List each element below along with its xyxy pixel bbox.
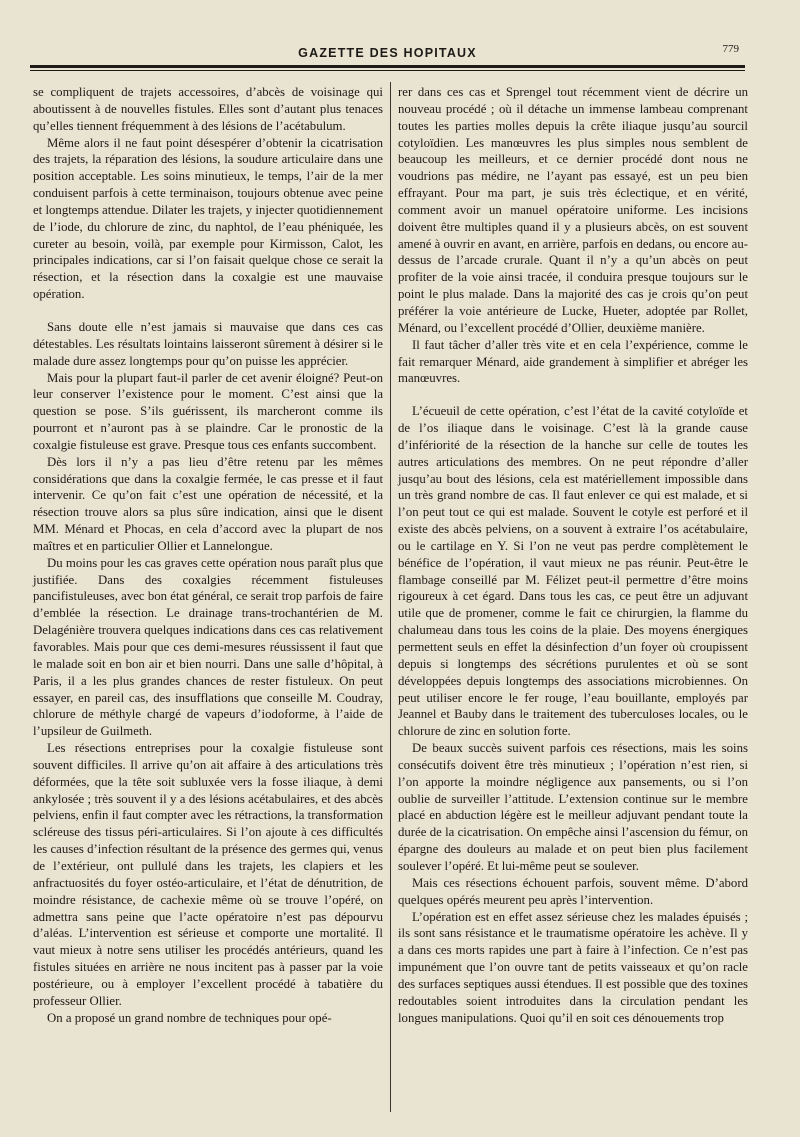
page-header bbox=[30, 40, 745, 74]
left-column bbox=[33, 84, 383, 1026]
paragraph: Mais ces résections échouent parfois, souvent même. D’abord quelques opérés meurent peu après l’intervention. bbox=[398, 875, 748, 907]
paragraph: Les résections entreprises pour la coxalgie fistuleuse sont souvent difficiles. Il arrive qu’on ait affaire à des articulations très déformées, que la tête soit subluxée vers la fosse iliaque, à demi ankylosée ; très souvent il y a des lésions acétabulaires, et des abcès pelviens, enfin il faut compter avec les rétractions, la transformation scléreuse des tissus péri-articulaires. Si l’on ajoute à ces difficultés les causes d’infection résultant de la présence des germes qui, venus de l’extérieur, ont pullulé dans les trajets, les clapiers et les anfractuosités du foyer ostéo-articulaire, et l’état de dénutrition, de moindre résistance, de cachexie même où se trouve l’opéré, on admettra sans peine que l’acte opératoire n’est pas dépourvu d’aléas. L’intervention est sérieuse et comporte une mortalité. Il vaut mieux à notre sens utiliser les procédés antérieurs, quand les fistules situées en arrière ne nous incitent pas à passer par la voie postérieure, ou à employer l’excellent procédé à tabatière du professeur Ollier. bbox=[33, 741, 383, 1008]
paragraph: L’écueuil de cette opération, c’est l’état de la cavité cotyloïde et de l’os iliaque dans le voisinage. C’est là la grande cause d’infériorité de la résection de la hanche sur celle de toutes les autres articulations des membres. On ne peut répondre d’aller jusqu’au bout des lésions, cela est matériellement impossible dans un très grand nombre de cas. Il faut enlever ce qui est malade, et si l’on peut tout ce qui est malade. Souvent le cotyle est perforé et il existe des abcès pelviens, on a souvent à extraire l’os acétabulaire, ou le cartilage en Y. Si l’on ne veut pas perdre complètement le bénéfice de l’opération, il vaut mieux ne pas réunir. Peut-être le flambage conseillé par M. Félizet peut-il permettre d’être moins rigoureux à cet égard. Dans tous les cas, ce peut être un adjuvant utile que de promener, comme le fait ce chirurgien, la flamme du chalumeau dans tous les coins de la plaie. Des moyens énergiques permettent seuls en effet la désinfection d’un foyer où croupissent depuis si longtemps des sécrétions purulentes et où se sont développées depuis longtemps des associations microbiennes. On peut utiliser encore le fer rouge, l’eau bouillante, employés par Jeannel et Bauby dans le traitement des tuberculoses locales, ou le chlorure de zinc en solution forte. bbox=[398, 404, 748, 739]
paragraph: Mais pour la plupart faut-il parler de cet avenir éloigné? Peut-on leur conserver l’existence pour le moment. C’est ainsi que la question se pose. S’ils guérissent, ils marcheront comme ils pourront et n’auront pas à se plaindre. Car le pronostic de la coxalgie fistuleuse est grave. Presque tous ces enfants succombent. bbox=[33, 370, 383, 452]
paragraph: Même alors il ne faut point désespérer d’obtenir la cicatrisation des trajets, la réparation des lésions, la soudure articulaire dans une position acceptable. Les soins minutieux, le temps, l’air de la mer conduisent parfois à cette terminaison, toujours obtenue avec peine et longtemps attendue. Dilater les trajets, y injecter quotidiennement de l’iode, du chlorure de zinc, du naphtol, de l’eau phéniquée, les cureter au besoin, voilà, par exemple pour Kirmisson, Calot, les principales indications, car si l’on faisait quelque chose ce serait la résection, et la résection dans la coxalgie est une mauvaise opération. bbox=[33, 135, 383, 302]
paragraph: Dès lors il n’y a pas lieu d’être retenu par les mêmes considérations que dans la coxalgie fermée, le cas presse et il faut intervenir. Ce qu’on fait c’est une opération de nécessité, et la résection trouve alors sa plus sûre indication, ainsi que le disent MM. Ménard et Phocas, en cela d’accord avec la plupart de nos maîtres et en particulier Ollier et Lannelongue. bbox=[33, 454, 383, 553]
paragraph: se compliquent de trajets accessoires, d’abcès de voisinage qui aboutissent à de nouvelles fistules. Elles sont d’autant plus tenaces qu’elles tiennent fréquemment à des lésions de l’acétabulum. bbox=[33, 85, 383, 133]
paragraph: Sans doute elle n’est jamais si mauvaise que dans ces cas détestables. Les résultats lointains laisseront sûrement à désirer si le malade dure assez longtemps pour qu’on puisse les apprécier. bbox=[33, 319, 383, 368]
page-number: 779 bbox=[722, 43, 739, 55]
column-divider bbox=[390, 82, 391, 1112]
header-rule-thin bbox=[30, 70, 745, 71]
right-column bbox=[398, 84, 748, 1026]
paragraph: Du moins pour les cas graves cette opération nous paraît plus que justifiée. Dans des coxalgies récemment fistuleuses pancifistuleuses, avec bon état général, ce serait trop parfois de faire d’emblée la résection. Le drainage trans-trochantérien de M. Delagénière trouvera quelques indications dans ces cas relativement favorables. Mais pour que ces demi-mesures réussissent il faut que le malade soit en bon air et bien nourri. Dans une salle d’hôpital, à Paris, il a les plus grandes chances de rester fistuleux. On peut essayer, en pareil cas, des insufflations que conseille M. Coudray, chlorure de méthyle chargé de vapeurs d’iodoforme, à l’aide de l’upsileur de Guilmeth. bbox=[33, 555, 383, 739]
paragraph: L’opération est en effet assez sérieuse chez les malades épuisés ; ils sont sans résistance et le traumatisme opératoire les achève. Il y a dans ces morts rapides une part à faire à l’infection. Ce n’est pas impunément que l’on ouvre tant de petits vaisseaux et qu’on racle des surfaces septiques aussi étendues. Il est possible que des toxines redoutables soient introduites dans la circulation pendant les longues manipulations. Quoi qu’il en soit ces dénouements trop bbox=[398, 909, 748, 1025]
paragraph: De beaux succès suivent parfois ces résections, mais les soins consécutifs doivent être très minutieux ; l’opération n’est rien, si l’on apporte la moindre négligence aux pansements, ou si l’on oublie de surveiller l’attitude. L’extension continue sur le membre placé en abduction légère est le meilleur adjuvant pendant toute la durée de la cicatrisation. On empêche ainsi l’ascension du fémur, on épargne des douleurs au malade et on peut bien plus facilement soulever l’opéré. Et lui-même peut se soulever. bbox=[398, 741, 748, 873]
paragraph: Il faut tâcher d’aller très vite et en cela l’expérience, comme le fait remarquer Ménard, aide grandement à simplifier et abréger les manœuvres. bbox=[398, 337, 748, 386]
paragraph: rer dans ces cas et Sprengel tout récemment vient de décrire un nouveau procédé ; où il détache un immense lambeau comprenant toutes les parties molles depuis la crête iliaque jusqu’au sourcil cotyloïdien. Les manœuvres les plus simples nous semblent de beaucoup les meilleurs, et ce dernier procédé dont nous ne voudrions pas médire, ne l’ayant pas essayé, est un peu bien effrayant. Pour ma part, je suis très éclectique, et en vérité, comment avoir un manuel opératoire uniforme. Les incisions doivent être multiples quand il y a plusieurs abcès, on est souvent amené à ouvrir en avant, en arrière, parfois en dedans, ou encore au-dessus de l’arcade crurale. Quant il n’y a qu’un abcès on peut profiter de la voie ainsi tracée, il conduira presque toujours sur le point le plus malade. Dans la majorité des cas je crois qu’on peut préférer la voie antérieure de Lucke, Hueter, adoptée par Rollet, Ménard, ou l’excellent procédé d’Ollier, deuxième manière. bbox=[398, 85, 748, 335]
paragraph: On a proposé un grand nombre de techniques pour opé- bbox=[47, 1010, 332, 1025]
journal-title: GAZETTE DES HOPITAUX bbox=[298, 46, 477, 60]
header-rule-thick bbox=[30, 65, 745, 68]
